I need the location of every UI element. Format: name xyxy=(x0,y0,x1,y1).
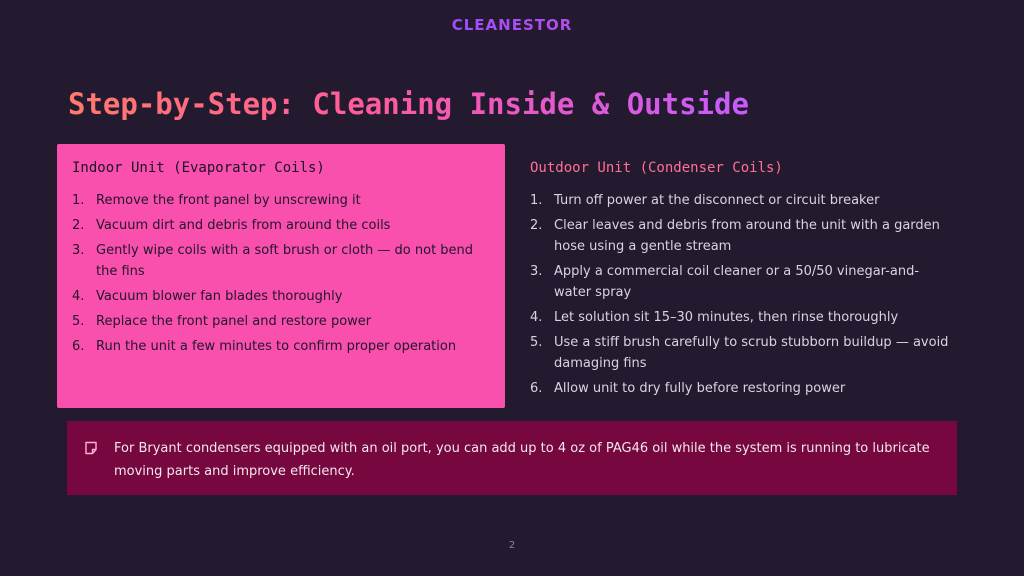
step-text: Use a stiff brush carefully to scrub stubborn buildup — avoid damaging fins xyxy=(554,335,949,371)
list-item xyxy=(72,286,491,307)
step-number: 2. xyxy=(72,218,85,233)
step-text: Run the unit a few minutes to confirm proper operation xyxy=(96,339,457,354)
step-number: 3. xyxy=(530,264,543,279)
step-number: 6. xyxy=(530,381,543,396)
step-text: Apply a commercial coil cleaner or a 50/50 vinegar-and-water spray xyxy=(554,264,920,300)
indoor-steps-list xyxy=(72,190,491,357)
list-item xyxy=(530,307,956,328)
step-number: 1. xyxy=(530,193,543,208)
step-text: Turn off power at the disconnect or circuit breaker xyxy=(554,193,880,208)
step-number: 1. xyxy=(72,193,85,208)
outdoor-unit-heading: Outdoor Unit (Condenser Coils) xyxy=(530,160,783,176)
list-item xyxy=(530,190,956,211)
list-item xyxy=(72,190,491,211)
sticky-note-icon xyxy=(84,440,98,454)
callout-text: For Bryant condensers equipped with an oil port, you can add up to 4 oz of PAG46 oil while the system is running to lubricate moving parts and improve efficiency. xyxy=(114,441,930,479)
indoor-unit-heading: Indoor Unit (Evaporator Coils) xyxy=(72,160,325,176)
step-text: Remove the front panel by unscrewing it xyxy=(96,193,361,208)
list-item xyxy=(72,215,491,236)
step-number: 5. xyxy=(530,335,543,350)
step-number: 4. xyxy=(72,289,85,304)
step-number: 6. xyxy=(72,339,85,354)
list-item xyxy=(530,215,956,257)
outdoor-unit-card xyxy=(516,144,966,408)
step-number: 2. xyxy=(530,218,543,233)
step-text: Gently wipe coils with a soft brush or cloth — do not bend the fins xyxy=(96,243,474,279)
step-text: Vacuum blower fan blades thoroughly xyxy=(96,289,343,304)
step-text: Vacuum dirt and debris from around the coils xyxy=(96,218,391,233)
list-item xyxy=(530,332,956,374)
brand-name: CLEANESTOR xyxy=(0,17,1024,34)
oil-tip-callout xyxy=(67,421,957,495)
page-number: 2 xyxy=(508,540,516,551)
list-item xyxy=(72,240,491,282)
step-text: Clear leaves and debris from around the unit with a garden hose using a gentle stream xyxy=(554,218,940,254)
list-item xyxy=(72,336,491,357)
step-text: Replace the front panel and restore power xyxy=(96,314,372,329)
step-number: 4. xyxy=(530,310,543,325)
step-number: 3. xyxy=(72,243,85,258)
step-number: 5. xyxy=(72,314,85,329)
slide-title: Step-by-Step: Cleaning Inside & Outside xyxy=(68,84,749,124)
list-item xyxy=(530,378,956,399)
list-item xyxy=(530,261,956,303)
outdoor-steps-list xyxy=(530,190,956,399)
indoor-unit-card xyxy=(57,144,505,408)
step-text: Allow unit to dry fully before restoring power xyxy=(554,381,846,396)
list-item xyxy=(72,311,491,332)
brand-logo xyxy=(0,17,1024,36)
step-text: Let solution sit 15–30 minutes, then rinse thoroughly xyxy=(554,310,899,325)
